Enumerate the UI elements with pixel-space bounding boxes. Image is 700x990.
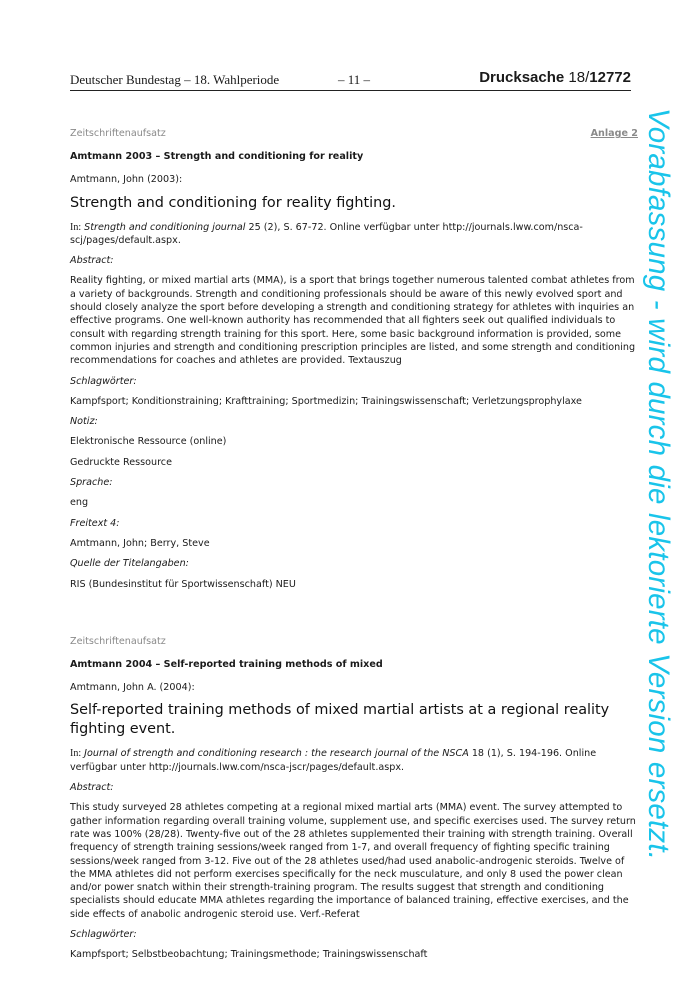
header-drucksache-label: Drucksache [479,69,565,86]
document-body [70,127,638,962]
source [70,747,638,774]
watermark: Vorabfassung - wird durch die lektorierte Version ersetzt. [642,108,675,861]
doc-type: Zeitschriftenaufsatz [70,635,166,647]
entry-2 [70,635,638,962]
freitext: Amtmann, John; Berry, Steve [70,537,210,549]
source-prefix: In: [70,748,82,760]
section-spacer [70,591,638,635]
header-publication: Deutscher Bundestag – 18. Wahlperiode [70,72,280,87]
header-drucksache-number-b: 12772 [589,69,631,86]
source-prefix: In: [70,221,82,233]
quelle: RIS (Bundesinstitut für Sportwissenschaft) NEU [70,578,296,590]
keywords: Kampfsport; Selbstbeobachtung; Trainingsmethode; Trainingswissenschaft [70,949,428,961]
notiz-1: Elektronische Ressource (online) [70,436,227,448]
notiz-2: Gedruckte Ressource [70,456,172,468]
source-journal: Strength and conditioning journal [84,221,246,233]
author: Amtmann, John A. (2004): [70,682,195,694]
short-title: Amtmann 2004 – Self-reported training methods of mixed [70,658,383,670]
header-page-number: – 11 – [338,72,371,87]
page-header [70,70,631,91]
keywords-label: Schlagwörter: [70,928,137,940]
header-drucksache-number-a: 18/ [568,69,590,86]
short-title: Amtmann 2003 – Strength and conditioning for reality [70,151,364,162]
abstract-text: This study surveyed 28 athletes competing at a regional mixed martial arts (MMA) event. The survey attempted to gather information regarding overall training volume, supplement use, and specific exercises used. The survey return rate was 100% (28/28). Twenty-five out of the 28 athletes supplemented their training with strength training. Overall frequency of strength training sessions/week ranged from 1-7, and overall frequency of fighting specific training sessions/week ranged from 3-12. Five out of the 28 athletes used/had used anabolic-androgenic steroids. Twelve of the MMA athletes did not perform exercises specifically for the neck musculature, and only 8 used the power clean and/or power snatch within their strength-training program. The results suggest that strength and conditioning specialists should educate MMA athletes regarding the importance of balanced training, effective exercises, and the side effects of anabolic androgenic steroid use. Verf.-Referat [70,802,636,920]
anlage-link[interactable]: Anlage 2 [590,128,638,139]
freitext-label: Freitext 4: [70,517,120,529]
sprache-label: Sprache: [70,477,113,489]
quelle-label: Quelle der Titelangaben: [70,558,189,570]
author: Amtmann, John (2003): [70,174,183,186]
source-journal: Journal of strength and conditioning research : the research journal of the NSCA [84,748,469,760]
entry-1-top-row [70,127,638,141]
abstract-text: Reality fighting, or mixed martial arts (MMA), is a sport that brings together numerous talented combat athletes from a variety of backgrounds. Strength and conditioning professionals should be aware of this newly evolved sport and should closely analyze the sport before developing a strength and conditioning strategy for athletes with inquiries an effective programs. One well-known authority has recommended that all fighters seek out qualified individuals to consult with regarding strength training for this sport. Here, some basic background information is provided, some common injuries and strength and conditioning prescription principles are listed, and some strength and conditioning recommendations for coaches and athletes are provided. Textauszug [70,275,636,367]
title: Strength and conditioning for reality fighting. [70,194,396,211]
header-drucksache [479,69,631,86]
keywords-label: Schlagwörter: [70,375,137,387]
entry-1 [70,127,638,591]
source [70,221,638,248]
abstract-label: Abstract: [70,782,114,794]
abstract-label: Abstract: [70,255,114,267]
notiz-label: Notiz: [70,416,98,428]
source-details: 18 (1), S. 194-196. Online verfügbar unter http://journals.lww.com/nsca-jscr/pages/default.aspx. [70,748,597,773]
entry-2-top-row [70,635,638,649]
sprache: eng [70,497,89,509]
doc-type: Zeitschriftenaufsatz [70,128,166,139]
title: Self-reported training methods of mixed martial artists at a regional reality fighting event. [70,702,610,738]
source-details: 25 (2), S. 67-72. Online verfügbar unter http://journals.lww.com/nsca-scj/pages/default.aspx. [70,221,583,246]
keywords: Kampfsport; Konditionstraining; Krafttraining; Sportmedizin; Trainingswissenschaft; Verletzungsprophylaxe [70,395,582,407]
